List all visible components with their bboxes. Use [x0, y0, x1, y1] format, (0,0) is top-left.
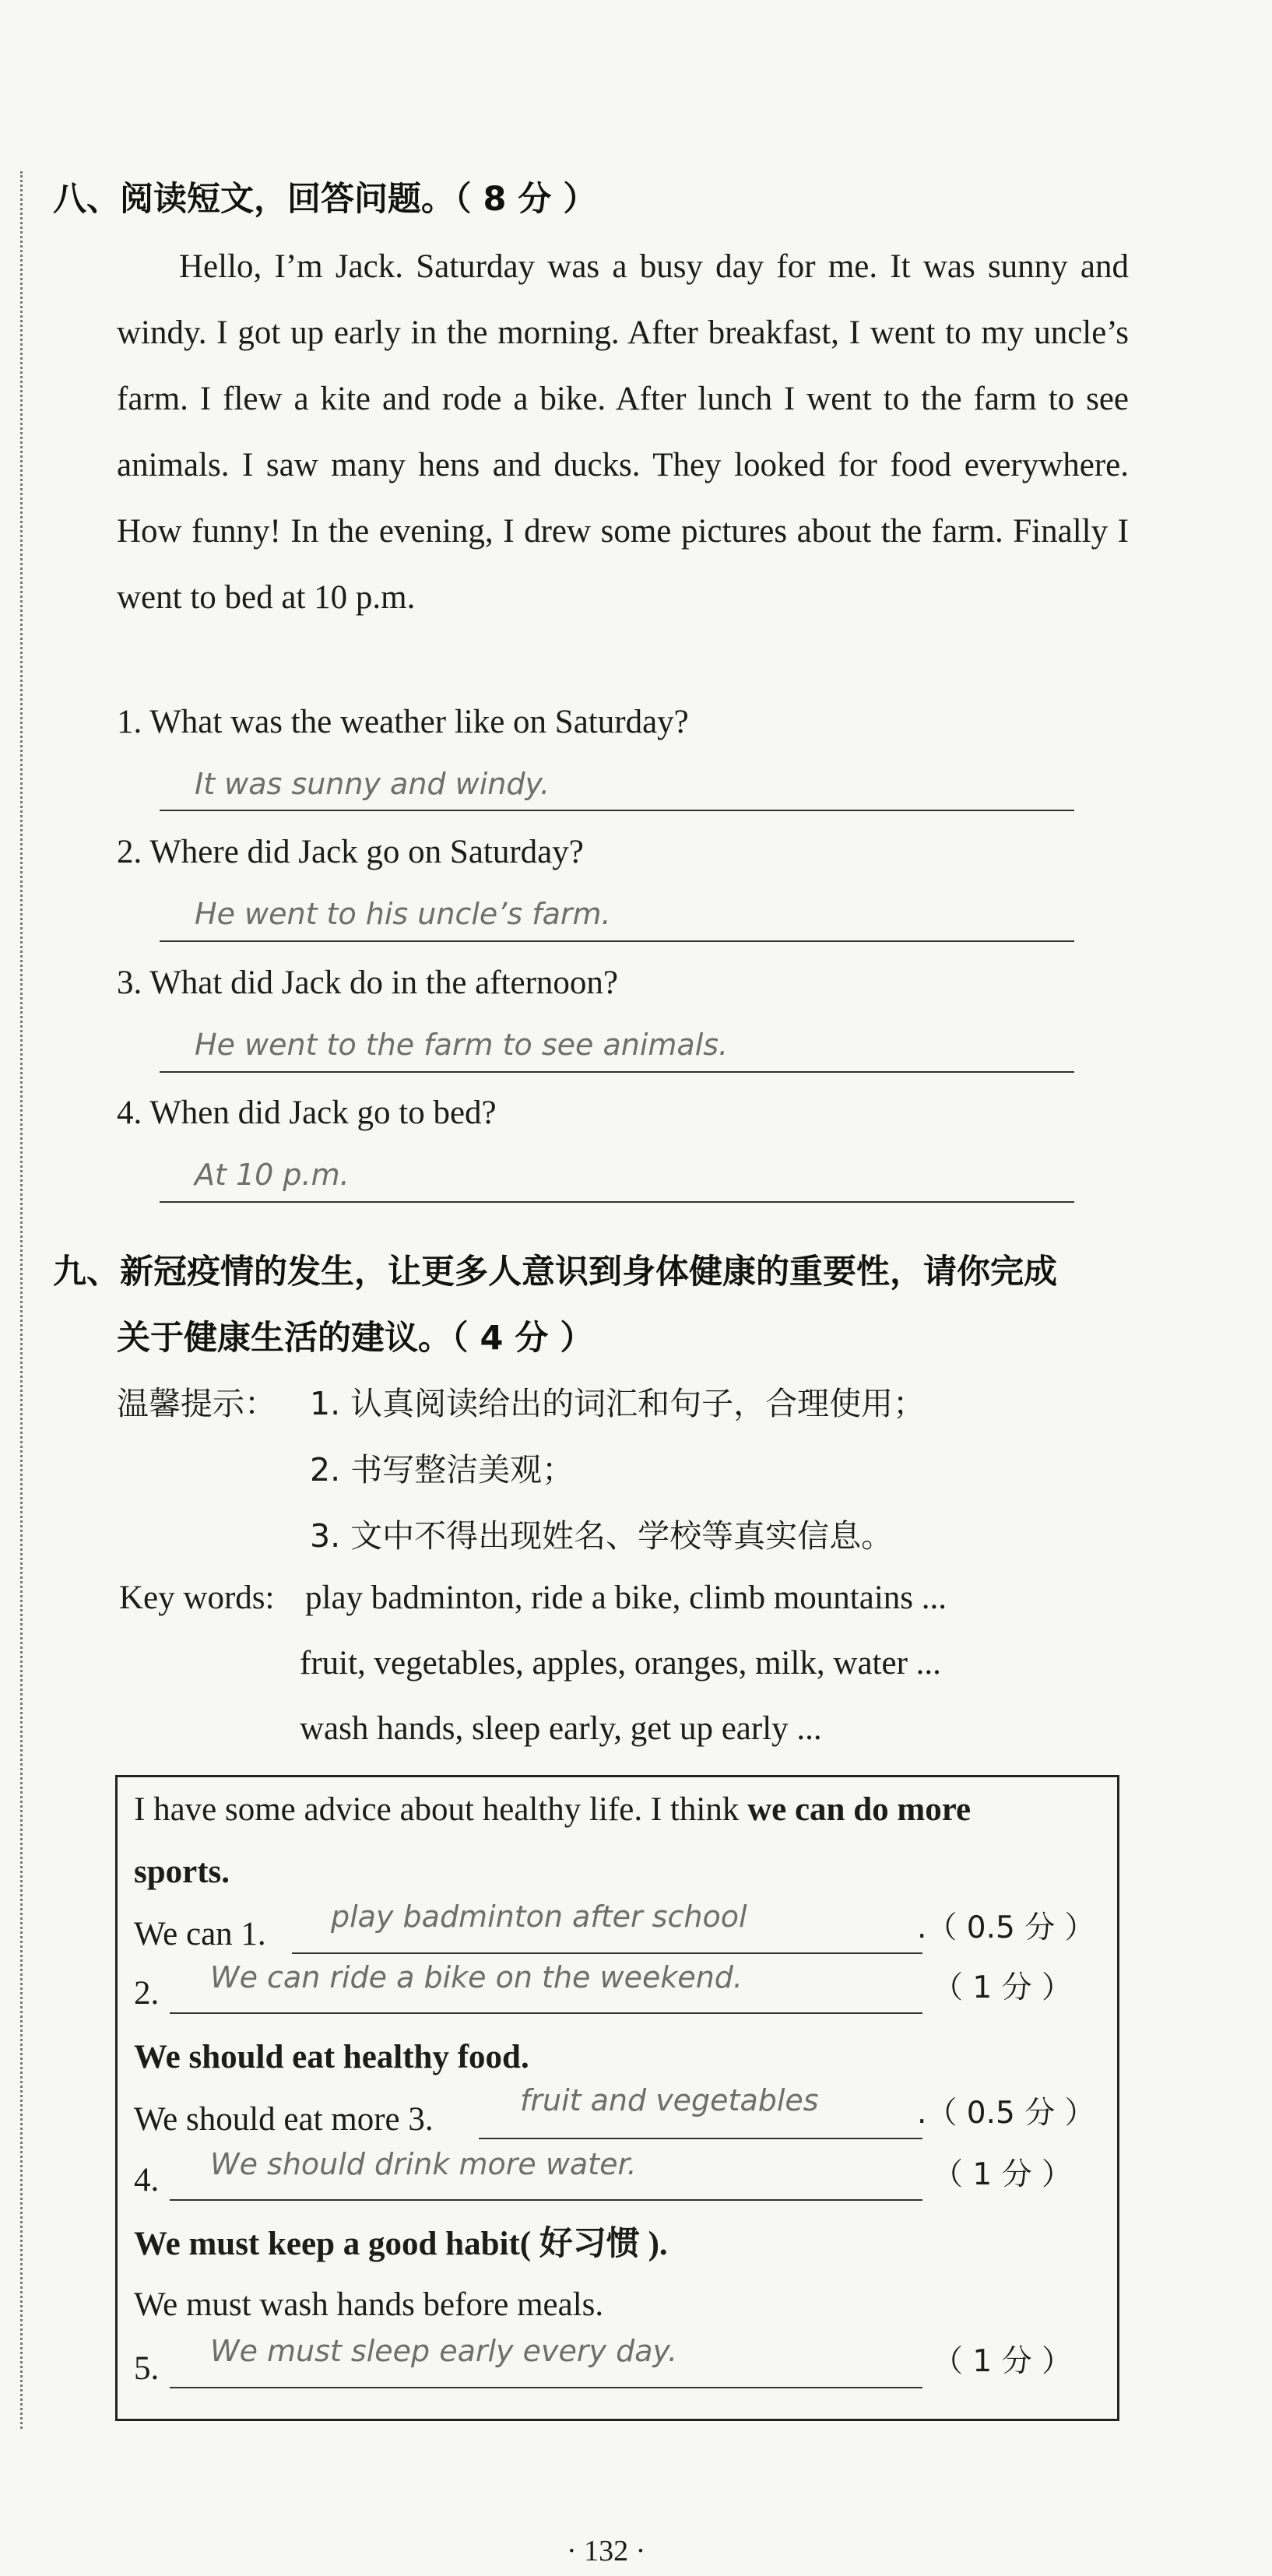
box-intro-line [134, 1776, 971, 1843]
line1-answer: play badminton after school [331, 1899, 747, 1934]
question-3: 3. What did Jack do in the afternoon? [117, 965, 619, 1001]
answer-3: He went to the farm to see animals. [195, 1028, 729, 1062]
reading-passage [117, 234, 1129, 631]
line4-answer: We should drink more water. [210, 2147, 637, 2181]
box-subheading-2: We must keep a good habit( 好习惯 ). [134, 2226, 668, 2262]
answer-2: He went to his uncle’s farm. [195, 897, 611, 931]
tip-1: 1. 认真阅读给出的词汇和句子，合理使用； [310, 1385, 926, 1422]
answer-line-2 [160, 940, 1074, 942]
question-4: 4. When did Jack go to bed? [117, 1095, 497, 1131]
tip-3: 3. 文中不得出现姓名、学校等真实信息。 [310, 1517, 894, 1555]
line3-blank [479, 2138, 922, 2139]
line5-answer: We must sleep early every day. [210, 2334, 678, 2368]
question-1: 1. What was the weather like on Saturday? [117, 704, 689, 740]
line3-prefix: We should eat more 3. [134, 2101, 434, 2138]
section9-heading-line2: 关于健康生活的建议。（ 4 分 ） [117, 1319, 594, 1358]
keywords-line-1: play badminton, ride a bike, climb mountains ... [305, 1580, 947, 1616]
line2-blank [170, 2012, 922, 2014]
question-2: 2. Where did Jack go on Saturday? [117, 834, 584, 870]
box-intro-bold: we can do more [747, 1791, 972, 1828]
page-number: · 132 · [567, 2535, 646, 2567]
answer-line-4 [160, 1201, 1074, 1203]
binding-margin-line [20, 171, 23, 2429]
line5-prefix: 5. [134, 2350, 160, 2387]
line5-score: （ 1 分 ） [933, 2344, 1073, 2379]
keywords-line-2: fruit, vegetables, apples, oranges, milk, water ... [300, 1645, 941, 1682]
line3-answer: fruit and vegetables [520, 2083, 819, 2117]
line5-blank [170, 2387, 922, 2388]
section9-heading-line1: 九、新冠疫情的发生，让更多人意识到身体健康的重要性，请你完成 [53, 1253, 1057, 1292]
line2-score: （ 1 分 ） [933, 1970, 1073, 2005]
answer-1: It was sunny and windy. [195, 767, 550, 801]
box-intro-plain: I have some advice about healthy life. I think [134, 1791, 748, 1828]
box-intro-bold2: sports. [134, 1854, 230, 1890]
line1-prefix: We can 1. [134, 1916, 266, 1952]
answer-line-1 [160, 810, 1074, 811]
box-habit-sentence: We must wash hands before meals. [134, 2286, 604, 2323]
keywords-line-3: wash hands, sleep early, get up early ... [300, 1710, 822, 1747]
keywords-label: Key words: [119, 1580, 275, 1616]
line1-blank [292, 1952, 922, 1954]
line4-blank [170, 2199, 922, 2201]
line4-score: （ 1 分 ） [933, 2157, 1073, 2192]
tip-2: 2. 书写整洁美观； [310, 1451, 575, 1488]
answer-line-3 [160, 1071, 1074, 1073]
answer-4: At 10 p.m. [195, 1158, 350, 1192]
line1-score: .（ 0.5 分 ） [917, 1910, 1095, 1945]
line3-score: .（ 0.5 分 ） [917, 2096, 1095, 2131]
box-subheading-1: We should eat healthy food. [134, 2039, 529, 2075]
tips-label: 温馨提示： [117, 1385, 276, 1422]
section8-heading: 八、阅读短文，回答问题。（ 8 分 ） [53, 180, 597, 219]
passage-text: Hello, I’m Jack. Saturday was a busy day for me. It was sunny and windy. I got up early in the morning. After breakfast, I went to my uncle’s farm. I flew a kite and rode a bike. After lunch I went to the farm to see animals. I saw many hens and ducks. They looked for food everywhere. How funny! In the evening, I drew some pictures about the farm. Finally I went to bed at 10 p.m. [117, 248, 1129, 616]
line2-answer: We can ride a bike on the weekend. [210, 1960, 743, 1994]
line4-prefix: 4. [134, 2162, 160, 2198]
line2-prefix: 2. [134, 1975, 160, 2012]
